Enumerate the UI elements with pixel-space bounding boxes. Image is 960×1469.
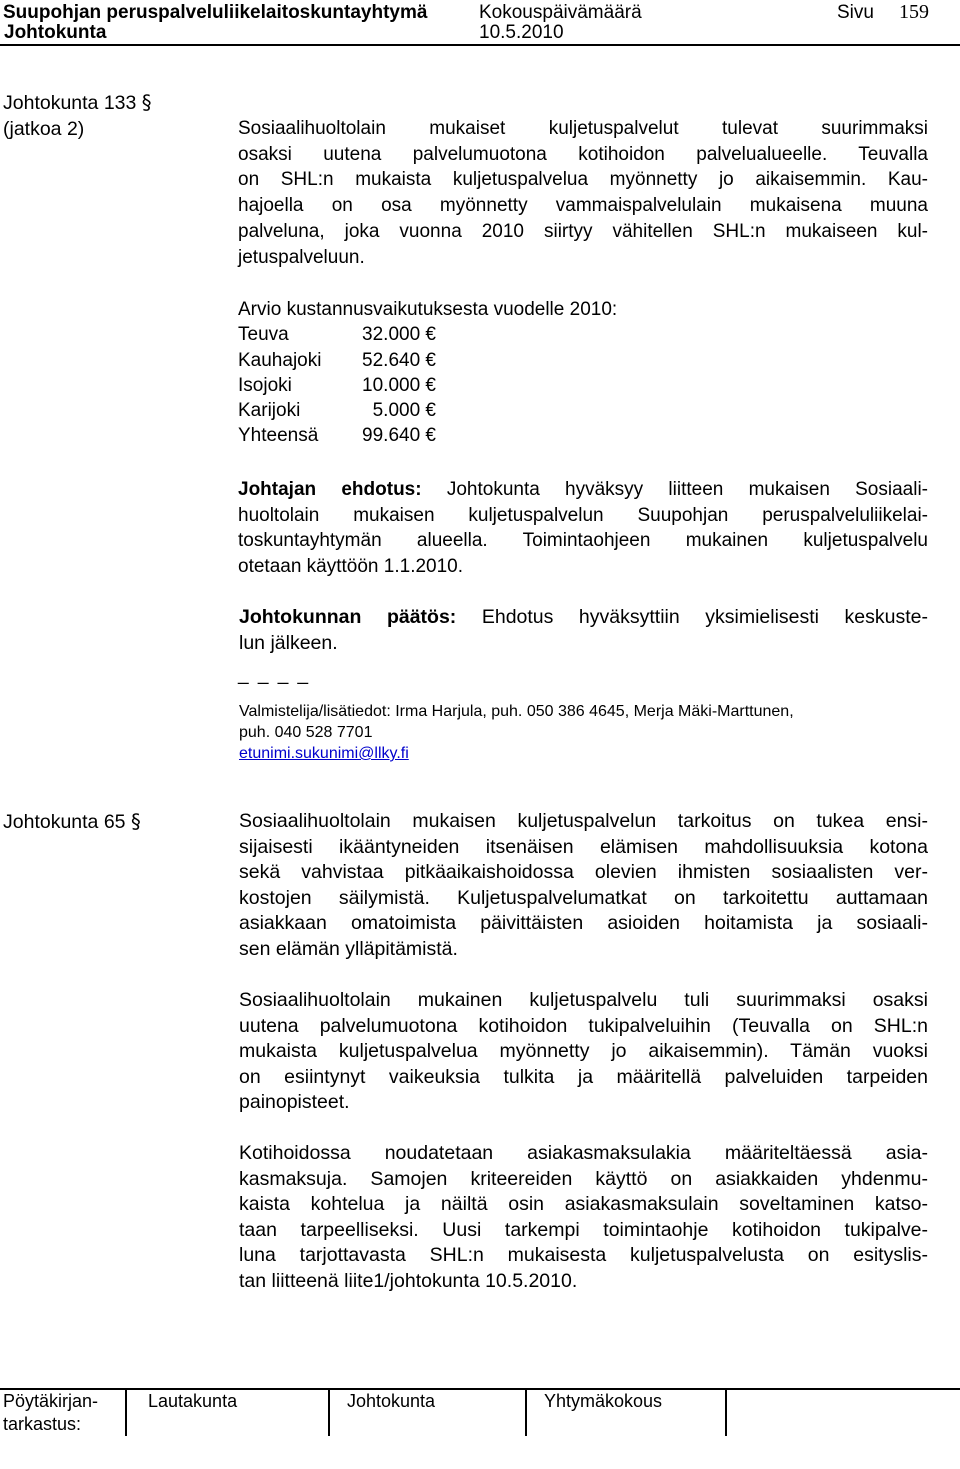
text-line: jetuspalveluun. <box>238 246 365 268</box>
text-line: sen elämän ylläpitämistä. <box>239 937 458 960</box>
text-line: Sosiaalihuoltolain mukainen kuljetuspalvelu tuli suurimmaksi osaksi <box>239 989 928 1011</box>
cost-municipality: Karijoki <box>238 400 301 422</box>
text-line: kostojen säilymistä. Kuljetuspalvelumatkat on tarkoitettu auttamaan <box>239 886 928 909</box>
cost-municipality: Isojoki <box>238 374 292 396</box>
text-line: luna tarjottavasta SHL:n mukaisesta kuljetuspalvelusta on esityslis- <box>239 1244 928 1267</box>
text-line: sijaisesti ikääntyneiden itsenäisen elämisen mahdollisuuksia kotona <box>239 835 928 858</box>
cost-row <box>238 373 617 398</box>
label-text: Ehdotus hyväksyttiin yksimielisesti keskuste- <box>456 606 929 628</box>
footer-review-line-2: tarkastus: <box>3 1414 82 1434</box>
section2-title: Johtokunta 65 <box>3 811 126 833</box>
cost-row <box>238 348 617 373</box>
text-line <box>238 477 928 503</box>
director-proposal <box>238 477 928 580</box>
cost-amount: 52.640 € <box>362 349 436 371</box>
page-footer <box>0 1388 960 1469</box>
section-mark-icon: § <box>141 91 152 114</box>
contact-line-2: puh. 040 528 7701 <box>239 724 373 741</box>
footer-divider <box>328 1388 330 1436</box>
text-line: uutena palvelumuotona kotihoidon tukipalveluihin (Teuvalla on SHL:n <box>239 1014 928 1037</box>
text-line: asiakkaan omatoimista päivittäisten asioiden hoitamista ja sosiaali- <box>239 912 928 935</box>
email-link[interactable]: etunimi.sukunimi@llky.fi <box>239 745 409 762</box>
section2-paragraph-1 <box>239 809 928 963</box>
cost-municipality: Teuva <box>238 324 289 346</box>
text-line: Sosiaalihuoltolain mukaisen kuljetuspalvelun tarkoitus on tukea ensi- <box>239 810 928 832</box>
bold-label: Johtokunnan päätös: <box>239 606 457 628</box>
section1-continuation: (jatkoa 2) <box>3 118 85 140</box>
footer-review-line-1: Pöytäkirjan- <box>3 1391 99 1411</box>
cost-row <box>238 398 617 423</box>
footer-divider <box>125 1388 127 1436</box>
cost-amount: 5.000 € <box>372 400 436 422</box>
text-line: toskuntayhtymän alueella. Toimintaohjeen mukainen kuljetuspalvelu <box>238 530 928 552</box>
section1-label <box>3 90 152 116</box>
text-line: lun jälkeen. <box>239 631 338 654</box>
text-line: Kotihoidossa noudatetaan asiakasmaksulakia määriteltäessä asia- <box>239 1142 928 1164</box>
date-label: Kokouspäivämäärä <box>479 2 642 23</box>
label-text: Johtokunta hyväksyy liitteen mukaisen Sosiaali- <box>421 479 929 500</box>
text-line: tan liitteenä liite1/johtokunta 10.5.2010. <box>239 1269 578 1292</box>
text-line: sekä vahvistaa pitkäaikaishoidossa olevien ihmisten sosiaalisten ver- <box>239 861 928 884</box>
text-line: kasmaksuja. Samojen kriteereiden käyttö on asiakkaiden yhdenmu- <box>239 1167 928 1190</box>
header-rule <box>0 44 960 46</box>
text-line: painopisteet. <box>239 1091 350 1114</box>
section-mark-icon: § <box>130 810 141 833</box>
text-line: mukaista kuljetuspalvelua myönnetty jo aikaisemmin). Tämän vuoksi <box>239 1040 928 1063</box>
text-line: kaista kohtelua ja näiltä osin asiakasmaksulain soveltaminen katso- <box>239 1193 928 1216</box>
text-line: otetaan käyttöön 1.1.2010. <box>238 556 464 578</box>
footer-divider <box>725 1388 727 1436</box>
meeting-date: 10.5.2010 <box>479 22 564 43</box>
text-line <box>239 605 928 631</box>
board-decision <box>239 605 928 656</box>
cost-amount: 10.000 € <box>362 374 436 396</box>
section2-paragraph-2 <box>239 988 928 1116</box>
text-line: on esiintynyt vaikeuksia tulkita ja määritellä palveluiden tarpeiden <box>239 1065 928 1088</box>
text-line: osaksi uutena palvelumuotona kotihoidon palvelualueelle. Teuvalla <box>238 143 928 165</box>
section1-title: Johtokunta 133 <box>3 92 137 114</box>
cost-amount: 99.640 € <box>362 425 436 447</box>
cost-municipality: Kauhajoki <box>238 349 322 371</box>
cost-estimate <box>238 297 617 449</box>
separator-dashes: _ _ _ _ <box>238 664 311 685</box>
bold-label: Johtajan ehdotus: <box>238 479 422 500</box>
footer-divider <box>525 1388 527 1436</box>
section2-paragraph-3 <box>239 1141 928 1295</box>
contact-email-link[interactable] <box>239 743 409 764</box>
cost-municipality: Yhteensä <box>238 425 319 447</box>
cost-row <box>238 322 617 347</box>
page-label: Sivu <box>837 2 874 23</box>
text-line: huoltolain mukaisen kuljetuspalvelun Suupohjan peruspalveluliikelai- <box>238 504 928 526</box>
text-line: on SHL:n mukaista kuljetuspalvelua myönnetty jo aikaisemmin. Kau- <box>238 169 928 191</box>
body-name: Johtokunta <box>4 22 107 43</box>
text-line: hajoella on osa myönnetty vammaispalvelulain mukaisena muuna <box>238 195 928 217</box>
text-line: palveluna, joka vuonna 2010 siirtyy vähitellen SHL:n mukaiseen kul- <box>238 220 928 242</box>
footer-assembly: Yhtymäkokous <box>544 1391 663 1411</box>
footer-review-label <box>3 1390 98 1436</box>
section2-label <box>3 809 141 835</box>
text-line: taan tarpeelliseksi. Uusi tarkempi toimintaohje kotihoidon tukipalve- <box>239 1218 928 1241</box>
page-number: 159 <box>899 1 929 23</box>
footer-board: Johtokunta <box>347 1391 436 1411</box>
page-header <box>3 0 957 46</box>
footer-committee: Lautakunta <box>148 1391 238 1411</box>
cost-title: Arvio kustannusvaikutuksesta vuodelle 2010: <box>238 299 618 320</box>
organization-name: Suupohjan peruspalveluliikelaitoskuntayhtymä <box>3 2 428 23</box>
contact-line-1: Valmistelija/lisätiedot: Irma Harjula, puh. 050 386 4645, Merja Mäki-Marttunen, <box>239 703 794 720</box>
cost-row <box>238 423 617 448</box>
cost-amount: 32.000 € <box>362 324 436 346</box>
text-line: Sosiaalihuoltolain mukaiset kuljetuspalvelut tulevat suurimmaksi <box>238 118 928 139</box>
section1-intro-paragraph <box>238 116 928 270</box>
footer-rule <box>0 1388 960 1390</box>
